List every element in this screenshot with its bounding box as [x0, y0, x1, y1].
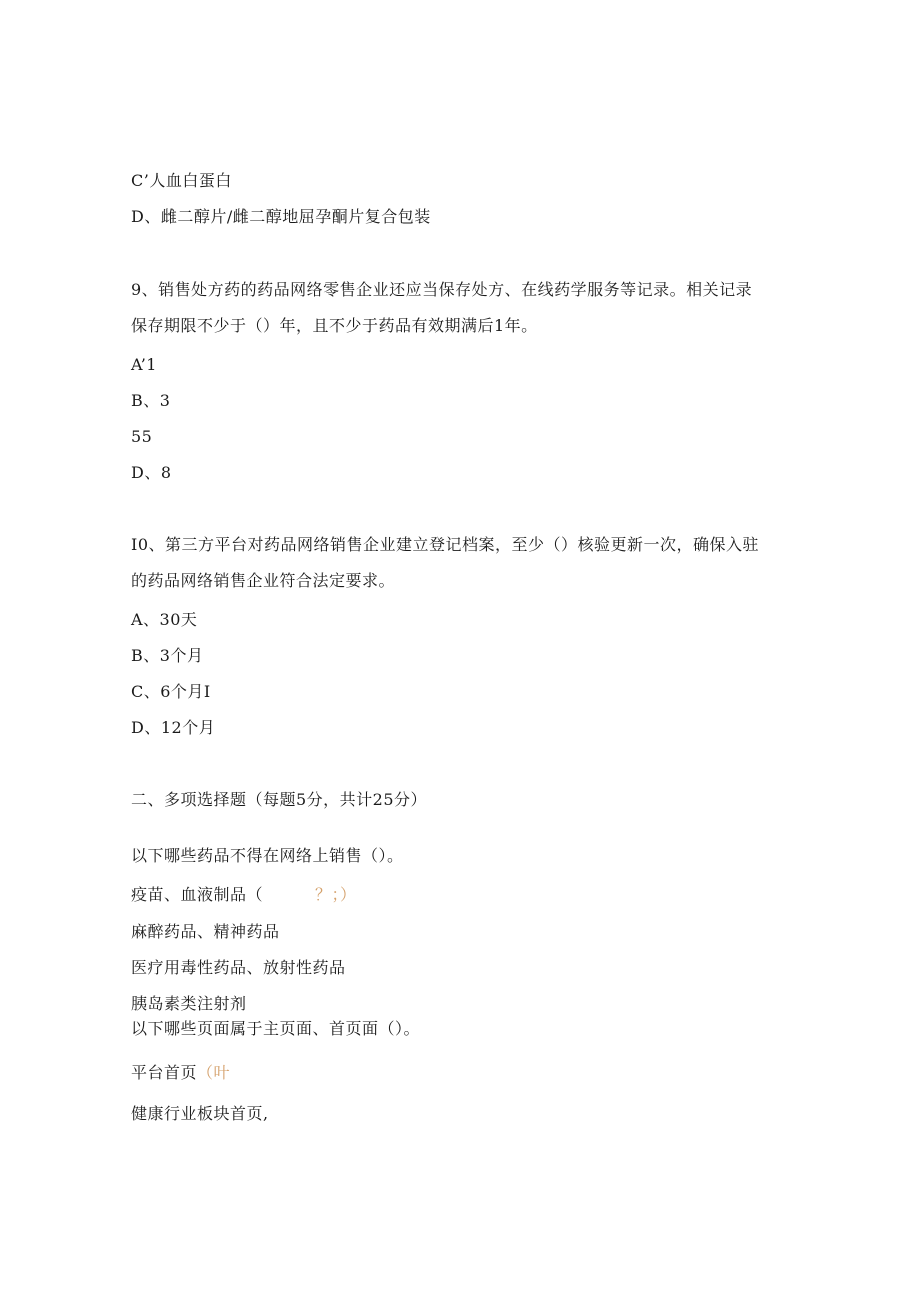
- q9-stem-line1: 9、销售处方药的药品网络零售企业还应当保存处方、在线药学服务等记录。相关记录: [131, 280, 753, 299]
- prev-option-c: C’人血白蛋白: [131, 171, 232, 190]
- mq2-option-1-text: 平台首页: [131, 1063, 198, 1082]
- mq2-option-1: [131, 1065, 230, 1081]
- q9-option-d: D、8: [131, 463, 172, 482]
- q10-option-c: C、6个月I: [131, 682, 211, 701]
- mq2-option-1-faint: （叶: [197, 1063, 231, 1082]
- section2-heading: 二、多项选择题（每题5分，共计25分）: [131, 790, 428, 809]
- prev-option-d: D、雌二醇片/雌二醇地屈孕酮片复合包装: [131, 207, 431, 226]
- mq2-option-2: 健康行业板块首页,: [131, 1104, 269, 1123]
- mq1-option-4: 胰岛素类注射剂: [131, 994, 247, 1013]
- q10-option-a: A、30天: [131, 610, 198, 629]
- mq2-stem: 以下哪些页面属于主页面、首页面（）。: [131, 1019, 421, 1038]
- mq1-option-2: 麻醉药品、精神药品: [131, 922, 280, 941]
- q10-stem-line1: I0、第三方平台对药品网络销售企业建立登记档案，至少（）核验更新一次，确保入驻: [131, 535, 760, 554]
- q9-option-b: B、3: [131, 391, 171, 410]
- q9-stem-line2: 保存期限不少于（）年，且不少于药品有效期满后1年。: [131, 316, 538, 335]
- q9-option-c: 55: [131, 427, 153, 446]
- q10-stem-line2: 的药品网络销售企业符合法定要求。: [131, 571, 396, 590]
- mq1-stem: 以下哪些药品不得在网络上销售（）。: [131, 846, 404, 865]
- q10-option-b: B、3个月: [131, 646, 204, 665]
- mq1-option-1-faint: ？；）: [315, 885, 357, 904]
- q9-option-a: A’1: [131, 355, 157, 374]
- q10-option-d: D、12个月: [131, 718, 216, 737]
- mq1-option-1-text: 疫苗、血液制品（: [131, 885, 264, 904]
- mq1-option-1: [131, 887, 357, 903]
- mq1-option-3: 医疗用毒性药品、放射性药品: [131, 958, 346, 977]
